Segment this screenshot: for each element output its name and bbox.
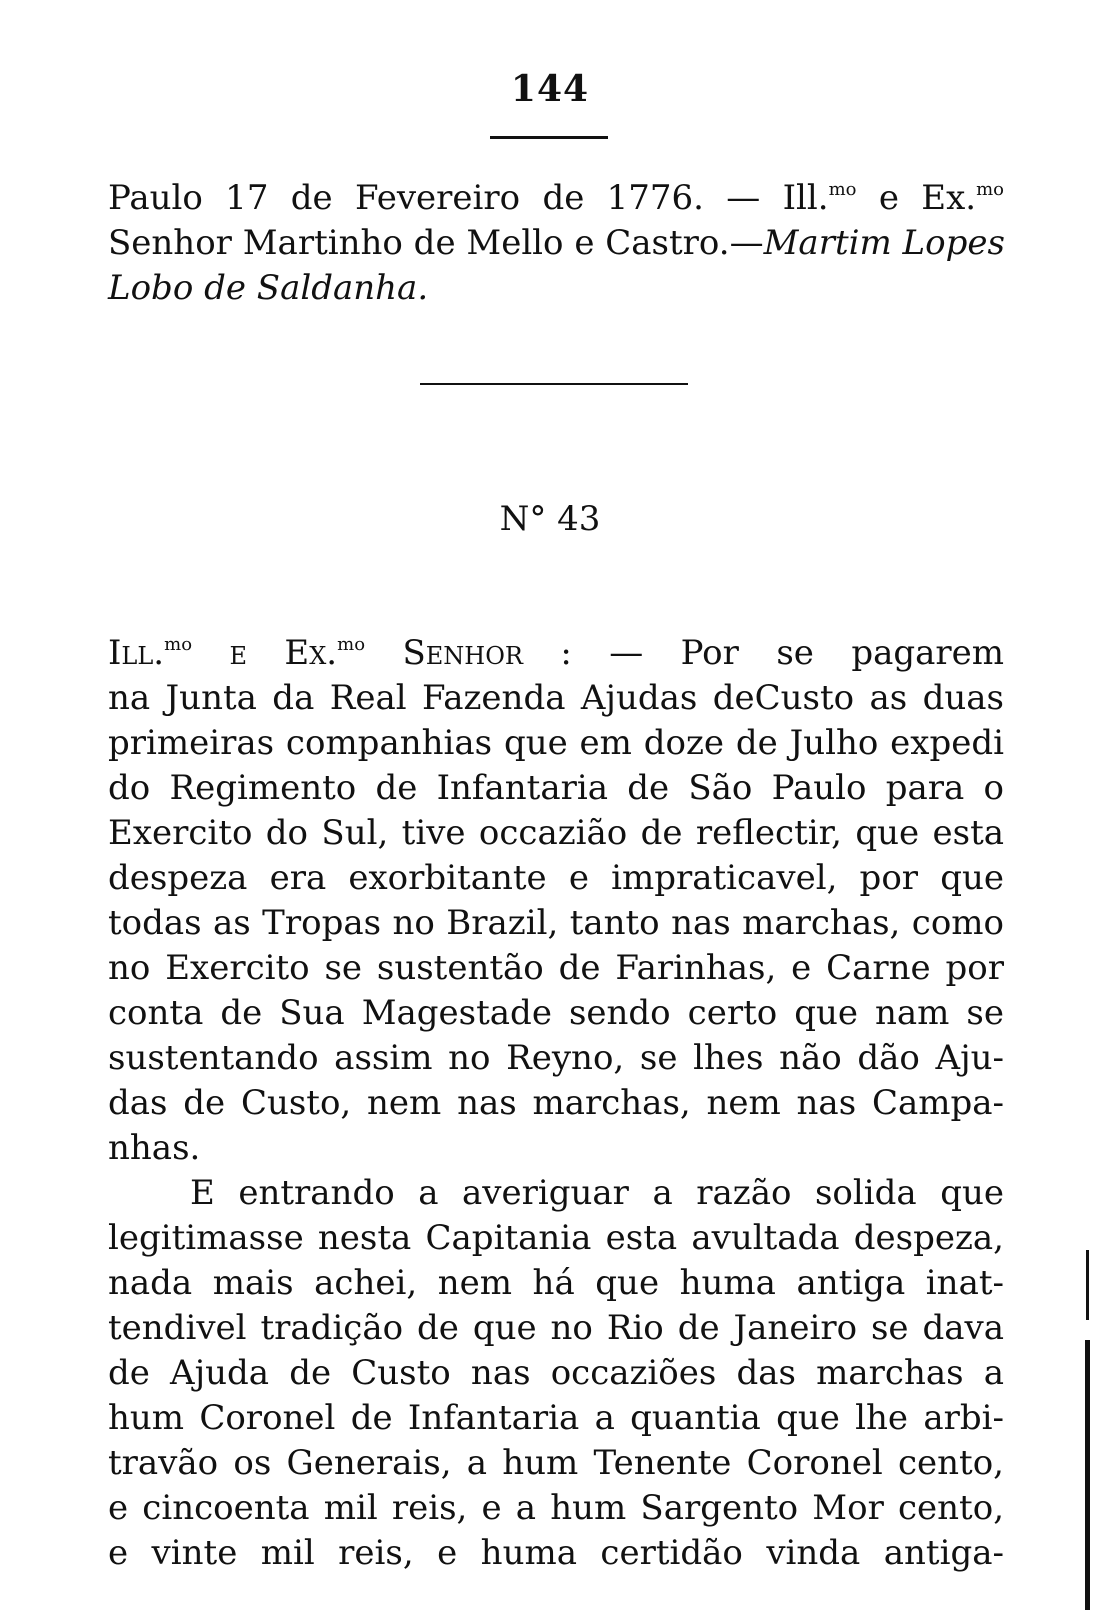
closing-line-2: Senhor Martinho de Mello e Castro.—Martim Lopes bbox=[108, 223, 1005, 263]
text-line: hum Coronel de Infantaria a quantia que lhe arbi- bbox=[108, 1398, 1004, 1438]
paragraph-1 bbox=[108, 676, 1004, 1171]
closing-line-3 bbox=[108, 266, 1004, 311]
text-line: nhas. bbox=[108, 1128, 201, 1168]
text-line: no Exercito se sustentão de Farinhas, e Carne por bbox=[108, 948, 1004, 988]
margin-mark bbox=[1086, 1250, 1089, 1320]
section-divider bbox=[420, 383, 688, 385]
text-line: das de Custo, nem nas marchas, nem nas Campa- bbox=[108, 1083, 1004, 1123]
margin-mark-lower bbox=[1085, 1340, 1090, 1610]
text-line: de Ajuda de Custo nas occaziões das marchas a bbox=[108, 1353, 1004, 1393]
closing-block bbox=[108, 176, 1004, 311]
text-line: e vinte mil reis, e huma certidão vinda antiga- bbox=[108, 1533, 1004, 1573]
signature-part-1: Martim Lopes bbox=[763, 223, 1005, 263]
text-line: na Junta da Real Fazenda Ajudas deCusto as duas bbox=[108, 678, 1004, 718]
top-rule bbox=[490, 136, 608, 139]
text-line: todas as Tropas no Brazil, tanto nas marchas, como bbox=[108, 903, 1004, 943]
text-line: e cincoenta mil reis, e a hum Sargento Mor cento, bbox=[108, 1488, 1004, 1528]
salutation-ill: Ill. bbox=[108, 633, 165, 673]
salutation-line: Ill.$^{mo}$ e Ex.$^{mo}$ Senhor : — Por se pagarem bbox=[108, 633, 1005, 673]
text-line: do Regimento de Infantaria de São Paulo para o bbox=[108, 768, 1004, 808]
text-line: tendivel tradição de que no Rio de Janeiro se dava bbox=[108, 1308, 1004, 1348]
paragraph-2 bbox=[108, 1171, 1004, 1576]
text-line: conta de Sua Magestade sendo certo que nam se bbox=[108, 993, 1004, 1033]
page-number: 144 bbox=[510, 68, 590, 110]
text-line: sustentando assim no Reyno, se lhes não dão Aju- bbox=[108, 1038, 1004, 1078]
closing-line-1: Paulo 17 de Fevereiro de 1776. — Ill.$^{mo}$ e Ex.$^{mo}$ bbox=[108, 178, 1004, 218]
signature-part-2: Lobo de Saldanha. bbox=[108, 268, 429, 308]
text-line: nada mais achei, nem há que huma antiga inat- bbox=[108, 1263, 1004, 1303]
text-line: Exercito do Sul, tive occazião de reflectir, que esta bbox=[108, 813, 1004, 853]
document-number: N° 43 bbox=[499, 499, 601, 539]
text-line: primeiras companhias que em doze de Julho expedi bbox=[108, 723, 1004, 763]
text-line: E entrando a averiguar a razão solida que bbox=[190, 1173, 1004, 1213]
letter-body bbox=[108, 631, 1004, 1576]
text-line: despeza era exorbitante e impraticavel, por que bbox=[108, 858, 1004, 898]
text-line: legitimasse nesta Capitania esta avultada despeza, bbox=[108, 1218, 1004, 1258]
text-line: travão os Generais, a hum Tenente Coronel cento, bbox=[108, 1443, 1004, 1483]
